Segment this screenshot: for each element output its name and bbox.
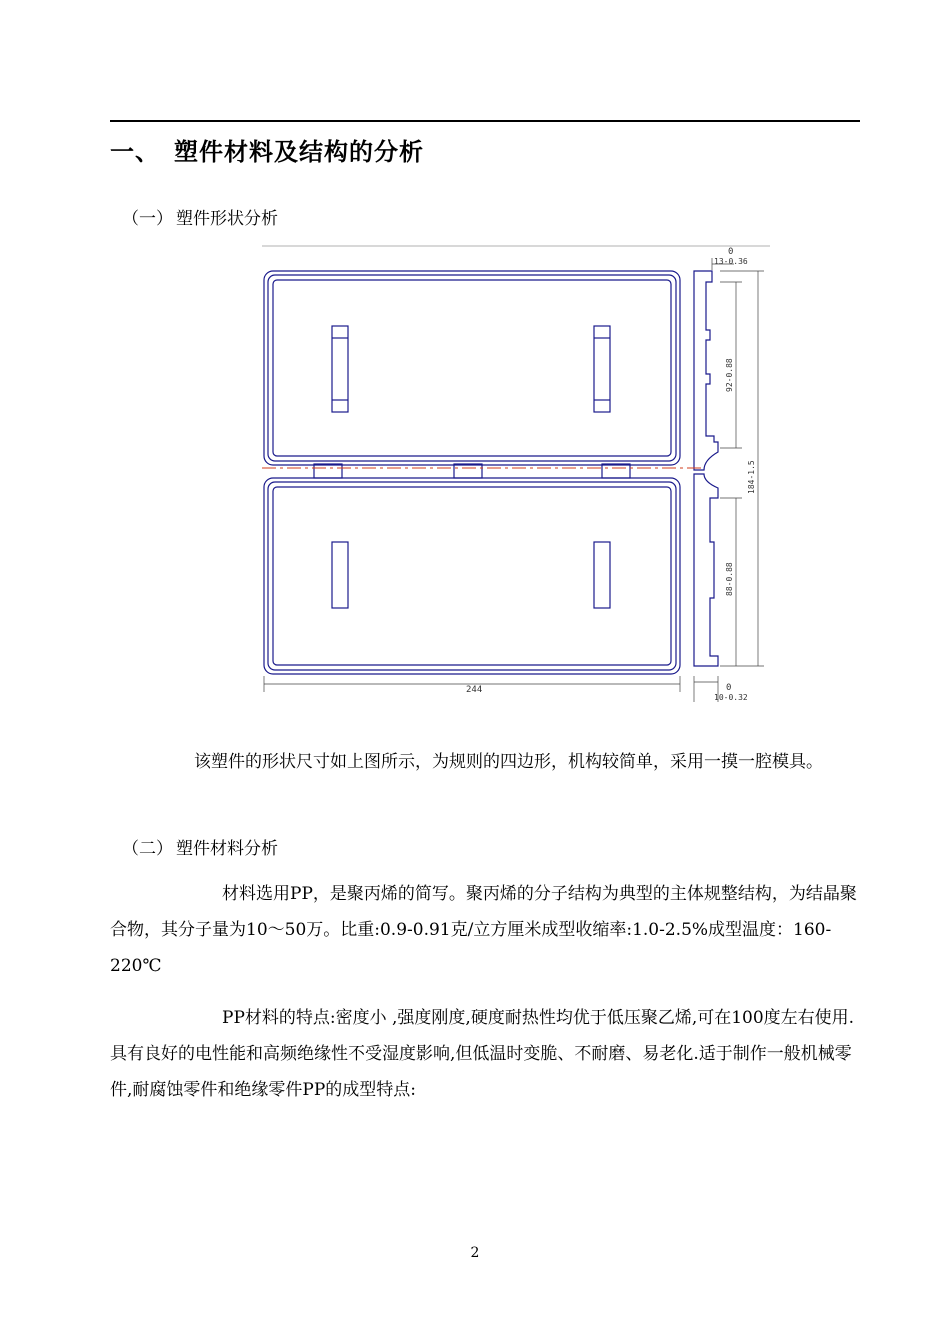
side-profile-upper bbox=[694, 271, 718, 470]
lower-slot-left bbox=[332, 542, 348, 608]
section-2-title: 塑件材料分析 bbox=[176, 839, 278, 859]
heading-1-title: 塑件材料及结构的分析 bbox=[174, 138, 424, 166]
dim-top-zero: 0 bbox=[728, 247, 734, 257]
heading-1 bbox=[110, 132, 424, 167]
dim-top-right: 13-0.36 bbox=[714, 257, 748, 266]
paragraph-shape: 该塑件的形状尺寸如上图所示，为规则的四边形，机构较简单，采用一摸一腔模具。 bbox=[194, 752, 823, 772]
paragraph-features: PP材料的特点:密度小 ,强度刚度,硬度耐热性均优于低压聚乙烯,可在100度左右使用.具有良好的电性能和高频绝缘性不受湿度影响,但低温时变脆、不耐磨、易老化.适于制作一般机械零件,耐腐蚀零件和绝缘零件PP的成型特点: bbox=[110, 1008, 855, 1100]
lower-panel-inner bbox=[273, 487, 671, 665]
upper-panel-inner bbox=[273, 280, 671, 456]
upper-panel-outer bbox=[264, 271, 680, 465]
upper-panel-middle bbox=[268, 275, 676, 461]
hinge-1 bbox=[314, 464, 342, 478]
upper-slot-left bbox=[332, 326, 348, 412]
dim-bottom-zero: 0 bbox=[726, 683, 732, 693]
section-2-heading bbox=[122, 834, 278, 859]
dim-upper-height: 92-0.88 bbox=[725, 358, 734, 392]
section-1-heading bbox=[122, 204, 278, 229]
heading-1-number: 一、 bbox=[110, 138, 160, 166]
hinge-2 bbox=[454, 464, 482, 478]
section-1-title: 塑件形状分析 bbox=[176, 209, 278, 229]
page-number: 2 bbox=[470, 1245, 480, 1261]
dim-lower-height: 88-0.88 bbox=[725, 562, 734, 596]
lower-panel-outer bbox=[264, 478, 680, 674]
lower-panel-middle bbox=[268, 482, 676, 670]
lower-slot-right bbox=[594, 542, 610, 608]
dim-width: 244 bbox=[466, 685, 483, 695]
upper-slot-right bbox=[594, 326, 610, 412]
header-rule bbox=[110, 120, 860, 122]
part-drawing bbox=[258, 242, 774, 704]
dim-bottom-right: 10-0.32 bbox=[714, 693, 748, 702]
dim-total-height: 184-1.5 bbox=[747, 460, 756, 494]
part-drawing-svg bbox=[258, 242, 774, 704]
paragraph-material: 材料选用PP，是聚丙烯的简写。聚丙烯的分子结构为典型的主体规整结构，为结晶聚合物，其分子量为10～50万。比重:0.9-0.91克/立方厘米成型收缩率:1.0-2.5%成型温度：160-220℃ bbox=[110, 884, 857, 976]
hinge-3 bbox=[602, 464, 630, 478]
section-2-number: （二） bbox=[122, 839, 173, 859]
section-1-number: （一） bbox=[122, 209, 173, 229]
side-profile-lower bbox=[694, 474, 718, 666]
